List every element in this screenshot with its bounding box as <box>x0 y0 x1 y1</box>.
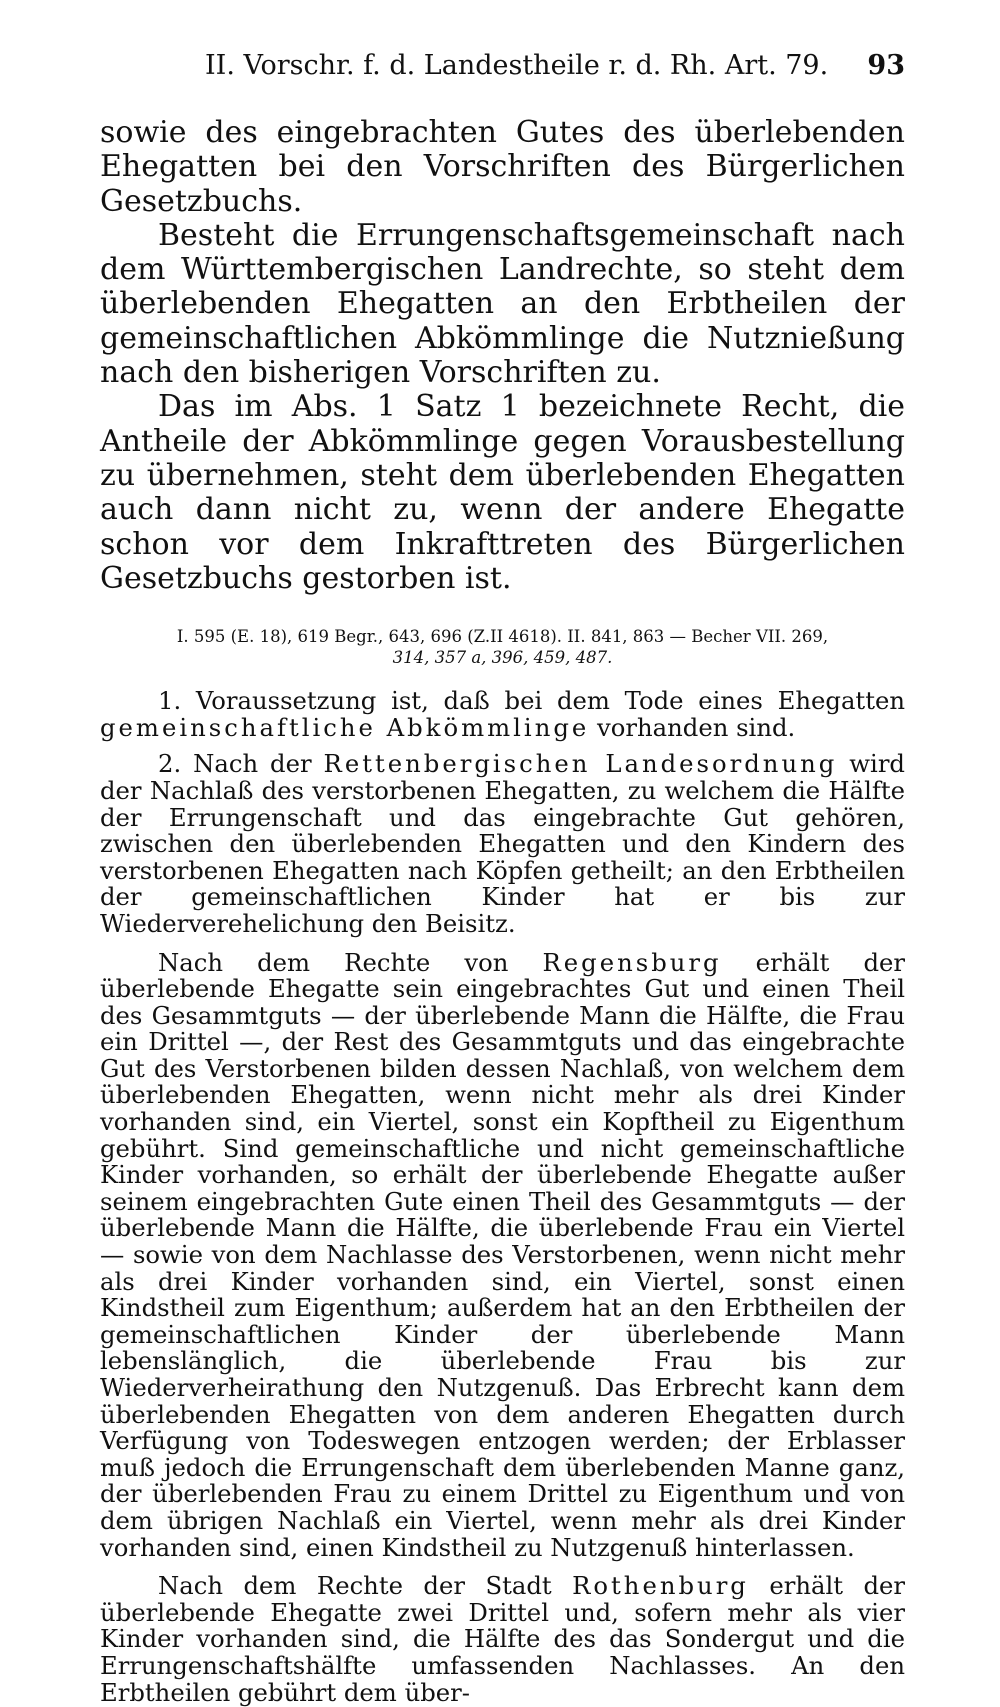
note-rothenburg-emphasis: Rothenburg <box>572 1571 749 1601</box>
references-block <box>100 626 905 668</box>
note-regensburg-emphasis: Regensburg <box>542 947 722 977</box>
note-rothenburg-text-a: Nach dem Rechte der Stadt <box>158 1571 573 1601</box>
note-1 <box>100 688 905 741</box>
note-regensburg-text-a: Nach dem Rechte von <box>158 947 543 977</box>
statute-paragraph-continuation: sowie des eingebrachten Gutes des überlebenden Ehegatten bei den Vorschriften des Bürgerlichen Gesetzbuchs. <box>100 115 905 219</box>
statute-paragraph-2: Besteht die Errungenschaftsgemeinschaft nach dem Württembergischen Landrechte, so steht dem überlebenden Ehegatten an den Erbtheilen der gemeinschaftlichen Abkömmlinge die Nutznießung nach den bisherigen Vorschriften zu. <box>100 217 905 391</box>
references-line-2: 314, 357 a, 396, 459, 487. <box>392 648 613 668</box>
page-number: 93 <box>867 50 905 81</box>
running-title: II. Vorschr. f. d. Landestheile r. d. Rh. Art. 79. <box>205 50 829 81</box>
note-2-text-a: 2. Nach der <box>158 749 324 779</box>
note-regensburg-text-b: erhält der überlebende Ehegatte sein eingebrachtes Gut und einen Theil des Gesammtguts — der überlebende Mann die Hälfte, die Frau ein Drittel —, der Rest des Gesammtguts und das eingebrachte Gut des Verstorbenen bilden dessen Nachlaß, von welchem dem überlebenden Ehegatten, wenn nicht mehr als drei Kinder vorhanden sind, ein Viertel, sonst ein Kopftheil zu Eigenthum gebührt. Sind gemeinschaftliche und nicht gemeinschaftliche Kinder vorhanden, so erhält der überlebende Ehegatte außer seinem eingebrachten Gute einen Theil des Gesammtguts — der überlebende Mann die Hälfte, die überlebende Frau ein Viertel — sowie von dem Nachlasse des Verstorbenen, wenn nicht mehr als drei Kinder vorhanden sind, ein Viertel, sonst einen Kindstheil zum Eigenthum; außerdem hat an den Erbtheilen der gemeinschaftlichen Kinder der überlebende Mann lebenslänglich, die überlebende Frau bis zur Wiederverheirathung den Nutzgenuß. Das Erbrecht kann dem überlebenden Ehegatten von dem anderen Ehegatten durch Verfügung von Todeswegen entzogen werden; der Erblasser muß jedoch die Errungenschaft dem überlebenden Manne ganz, der überlebenden Frau zu einem Drittel zu Eigenthum und von dem übrigen Nachlaß ein Viertel, wenn mehr als drei Kinder vorhanden sind, einen Kindstheil zu Nutzgenuß hinterlassen. <box>100 947 905 1562</box>
note-rothenburg-text-b: erhält der überlebende Ehegatte zwei Drittel und, sofern mehr als vier Kinder vorhanden sind, die Hälfte des das Sondergut und die Errungenschaftshälfte umfassenden Nachlasses. An den Erbtheilen gebührt dem über- <box>100 1571 905 1707</box>
statute-text <box>100 116 905 596</box>
note-1-text-a: 1. Voraussetzung ist, daß bei dem Tode eines Ehegatten <box>158 686 905 716</box>
document-page <box>100 50 905 1706</box>
references-line-1: I. 595 (E. 18), 619 Begr., 643, 696 (Z.II 4618). II. 841, 863 — Becher VII. 269, <box>176 627 829 647</box>
commentary-notes <box>100 688 905 1706</box>
note-2-text-b: wird der Nachlaß des verstorbenen Ehegatten, zu welchem die Hälfte der Errungenschaft und das eingebrachte Gut gehören, zwischen den überlebenden Ehegatten und den Kindern des verstorbenen Ehegatten nach Köpfen getheilt; an den Erbtheilen der gemeinschaftlichen Kinder hat er bis zur Wiederverehelichung den Beisitz. <box>100 749 905 938</box>
running-header <box>100 50 905 90</box>
note-1-emphasis: gemeinschaftliche Abkömmlinge <box>100 712 590 742</box>
note-2 <box>100 751 905 937</box>
note-2-emphasis: Rettenbergischen Landesordnung <box>323 749 838 779</box>
note-rothenburg <box>100 1573 905 1706</box>
statute-paragraph-3: Das im Abs. 1 Satz 1 bezeichnete Recht, die Antheile der Abkömmlinge gegen Vorausbestellung zu übernehmen, steht dem überlebenden Ehegatten auch dann nicht zu, wenn der andere Ehegatte schon vor dem Inkrafttreten des Bürgerlichen Gesetzbuchs gestorben ist. <box>100 389 905 596</box>
note-regensburg <box>100 947 905 1562</box>
note-1-text-b: vorhanden sind. <box>589 712 796 742</box>
